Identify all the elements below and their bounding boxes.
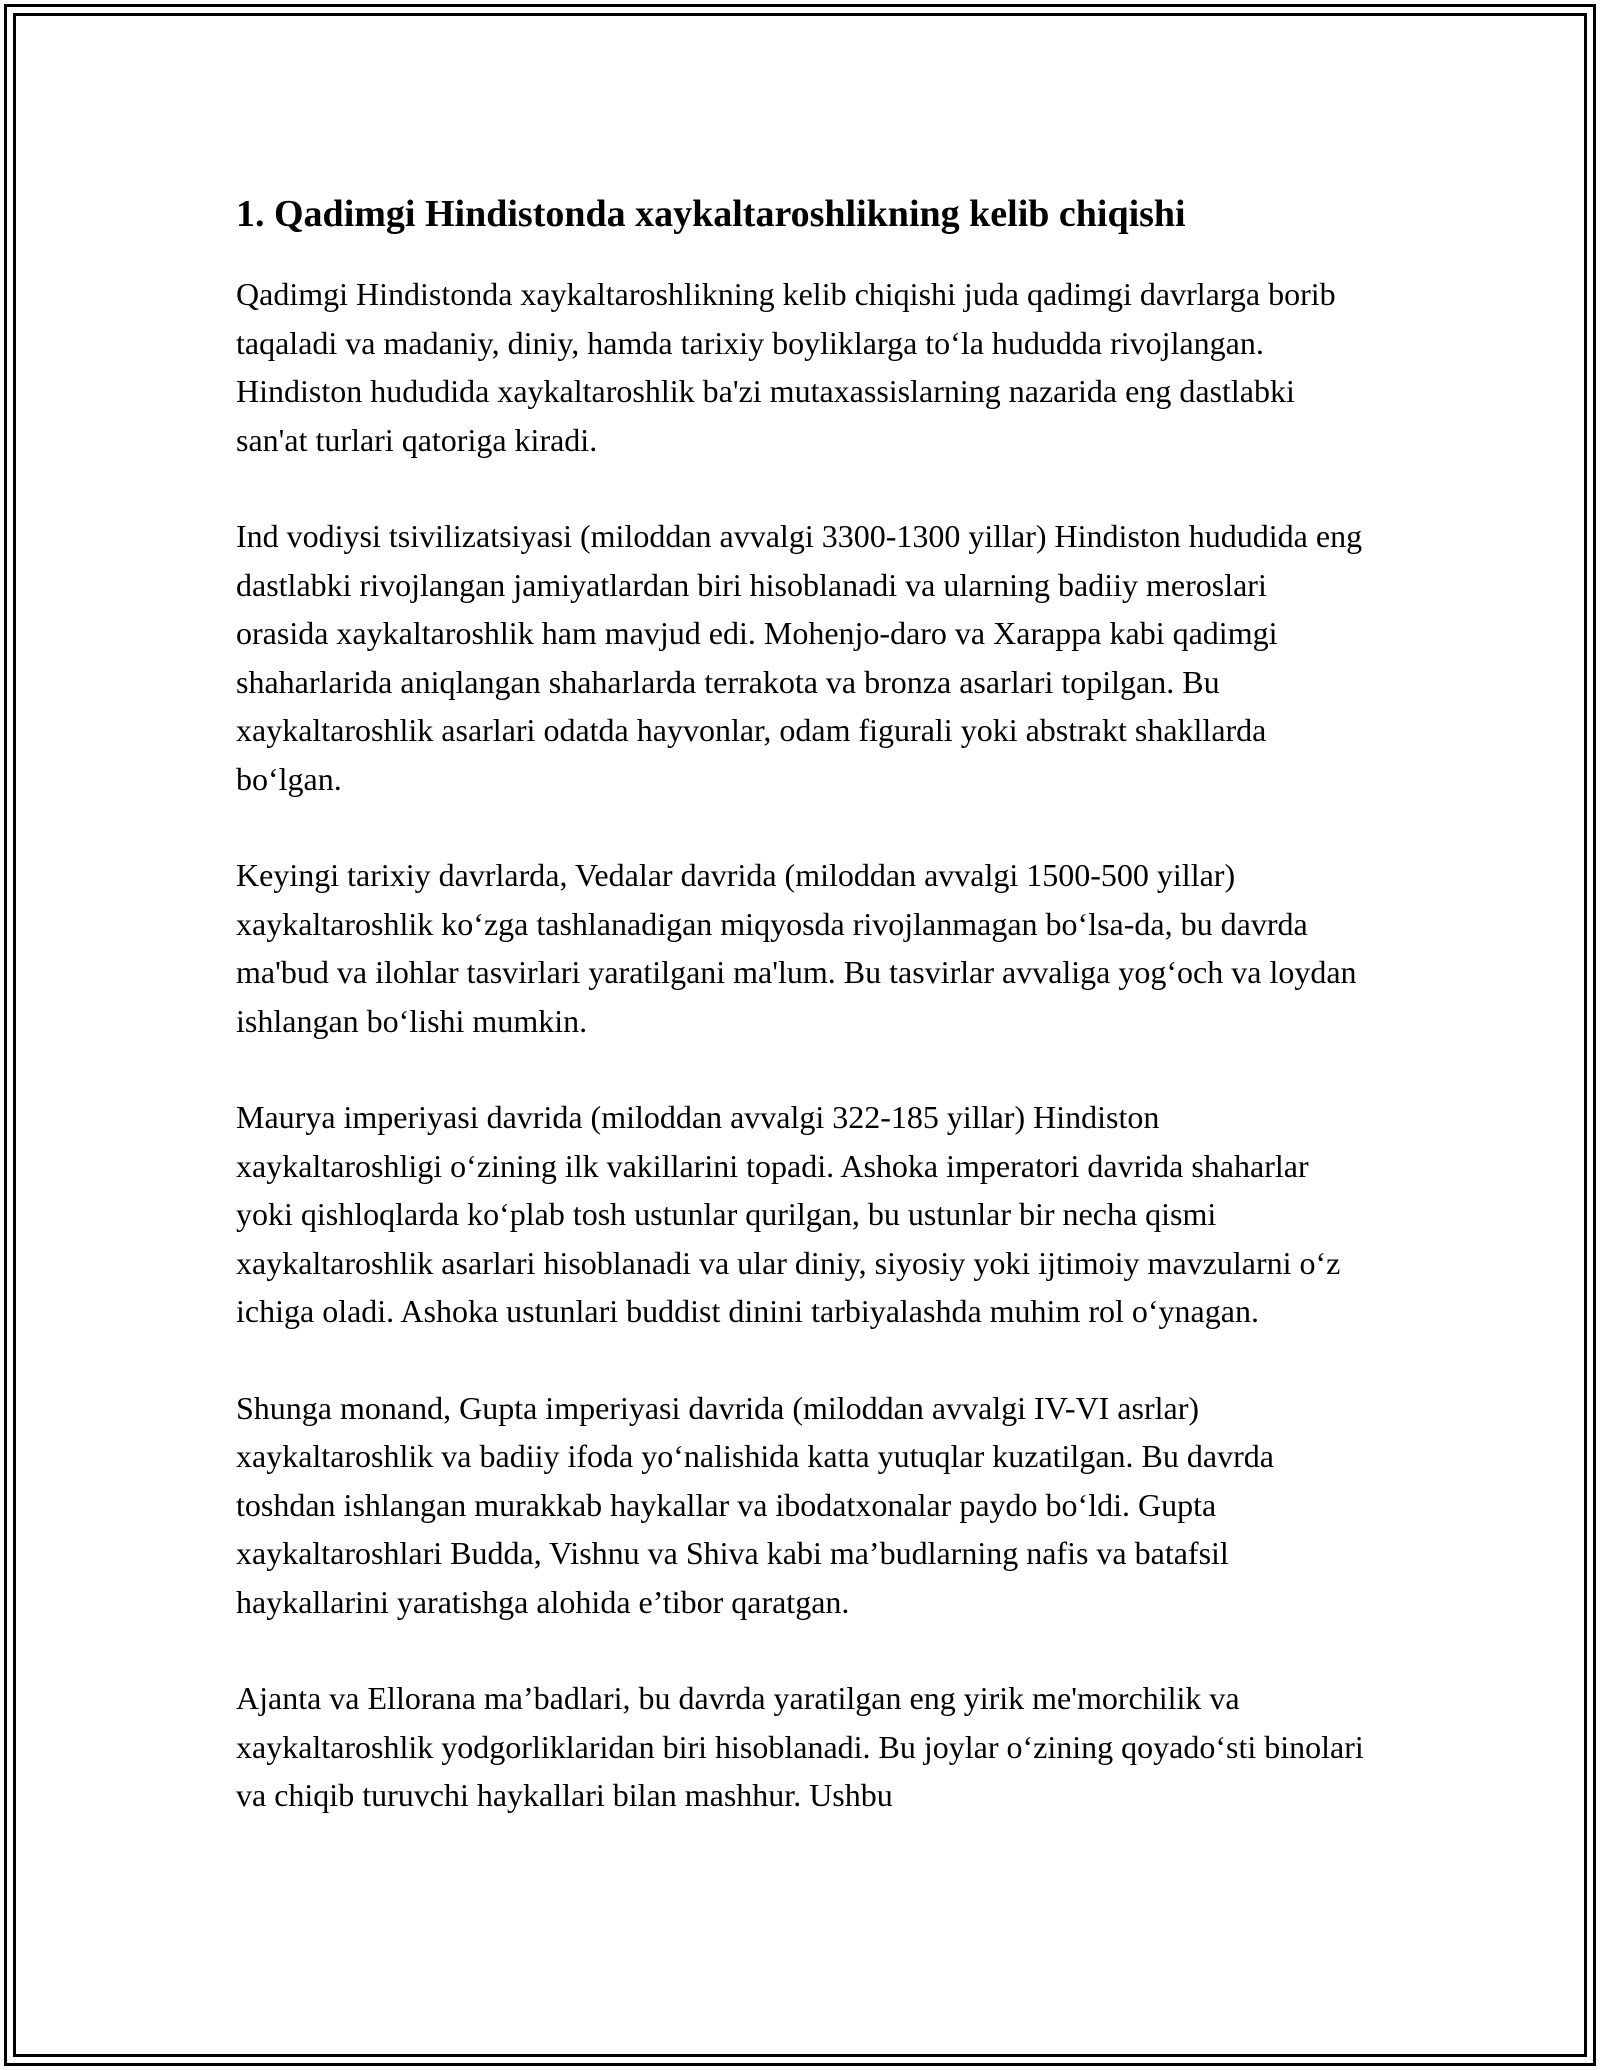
paragraph-5: Shunga monand, Gupta imperiyasi davrida (miloddan avvalgi IV-VI asrlar) xaykaltaroshlik va badiiy ifoda yo‘nalishida katta yutuqlar kuzatilgan. Bu davrda toshdan ishlangan murakkab haykallar va ibodatxonalar paydo bo‘ldi. Gupta xaykaltaroshlari Budda, Vishnu va Shiva kabi ma’budlarning nafis va batafsil haykallarini yaratishga alohida e’tibor qaratgan. [236,1389,1274,1620]
paragraph-4: Maurya imperiyasi davrida (miloddan avvalgi 322-185 yillar) Hindiston xaykaltaroshligi o‘zining ilk vakillarini topadi. Ashoka imperatori davrida shaharlar yoki qishloqlarda ko‘plab tosh ustunlar qurilgan, bu ustunlar bir necha qismi xaykaltaroshlik asarlari hisoblanadi va ular diniy, siyosiy yoki ijtimoiy mavzularni o‘z ichiga oladi. Ashoka ustunlari buddist dinini tarbiyalashda muhim rol o‘ynagan. [236,1099,1341,1329]
section-heading: 1. Qadimgi Hindistonda xaykaltaroshlikning kelib chiqishi [236,193,1186,235]
document-body [236,186,1366,1868]
paragraph-1: Qadimgi Hindistonda xaykaltaroshlikning kelib chiqishi juda qadimgi davrlarga borib taqaladi va madaniy, diniy, hamda tarixiy boyliklarga to‘la hududda rivojlangan. Hindiston hududida xaykaltaroshlik ba'zi mutaxassislarning nazarida eng dastlabki san'at turlari qatoriga kiradi. [236,276,1336,458]
paragraph-6: Ajanta va Ellorana ma’badlari, bu davrda yaratilgan eng yirik me'morchilik va xaykaltaroshlik yodgorliklaridan biri hisoblanadi. Bu joylar o‘zining qoyado‘sti binolari va chiqib turuvchi haykallari bilan mashhur. Ushbu [236,1680,1364,1813]
paragraph-3: Keyingi tarixiy davrlarda, Vedalar davrida (miloddan avvalgi 1500-500 yillar) xaykaltaroshlik ko‘zga tashlanadigan miqyosda rivojlanmagan bo‘lsa-da, bu davrda ma'bud va ilohlar tasvirlari yaratilgani ma'lum. Bu tasvirlar avvaliga yog‘och va loydan ishlangan bo‘lishi mumkin. [236,857,1357,1039]
paragraph-2: Ind vodiysi tsivilizatsiyasi (miloddan avvalgi 3300-1300 yillar) Hindiston hududida eng dastlabki rivojlangan jamiyatlardan biri hisoblanadi va ularning badiiy meroslari orasida xaykaltaroshlik ham mavjud edi. Mohenjo-daro va Xarappa kabi qadimgi shaharlarida aniqlangan shaharlarda terrakota va bronza asarlari topilgan. Bu xaykaltaroshlik asarlari odatda hayvonlar, odam figurali yoki abstrakt shakllarda bo‘lgan. [236,518,1363,797]
